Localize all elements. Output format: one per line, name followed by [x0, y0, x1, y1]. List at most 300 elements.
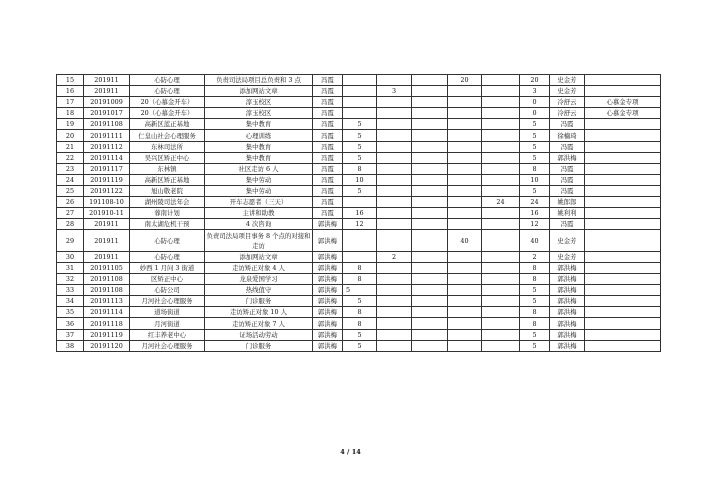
hours-col-7: [377, 141, 412, 152]
hours-col-7: [377, 329, 412, 340]
note-cell: [585, 119, 661, 130]
date-cell: 20191120: [84, 340, 130, 351]
note-cell: [585, 285, 661, 296]
hours-col-8: [412, 108, 448, 119]
content-cell: 负责司法局项目总负责和 3 点: [205, 75, 313, 86]
hours-col-9: 40: [448, 230, 482, 252]
hours-col-8: [412, 75, 448, 86]
total-cell: 10: [520, 174, 550, 185]
row-number: 36: [57, 318, 84, 329]
note-cell: [585, 219, 661, 230]
hours-col-6: [343, 97, 377, 108]
hours-col-7: [377, 263, 412, 274]
hours-col-8: [412, 119, 448, 130]
content-cell: 热线值守: [205, 285, 313, 296]
hours-col-9: 20: [448, 75, 482, 86]
unit-cell: 东林镇: [130, 163, 205, 174]
recorder-cell: 郭洪梅: [550, 318, 585, 329]
unit-cell: 妙西 1 月问 3 街道: [130, 263, 205, 274]
hours-col-8: [412, 86, 448, 97]
hours-col-10: 24: [482, 197, 520, 208]
row-number: 20: [57, 130, 84, 141]
hours-col-8: [412, 141, 448, 152]
hours-col-7: [377, 219, 412, 230]
unit-cell: 南太湖危机干预: [130, 219, 205, 230]
hours-col-9: [448, 86, 482, 97]
total-cell: 8: [520, 307, 550, 318]
hours-col-7: [377, 318, 412, 329]
hours-col-6: 8: [343, 163, 377, 174]
date-cell: 20191105: [84, 263, 130, 274]
hours-col-6: 5: [343, 340, 377, 351]
table-row: [57, 174, 661, 185]
content-text: 负责司法局项目事务 8 个点的对接和走访: [206, 231, 311, 250]
hours-col-6: 5: [343, 130, 377, 141]
hours-col-10: [482, 274, 520, 285]
recorder-cell: 冷舒云: [550, 108, 585, 119]
total-cell: 24: [520, 197, 550, 208]
unit-cell: 吴兴区矫正中心: [130, 152, 205, 163]
table-row: [57, 119, 661, 130]
row-number: 19: [57, 119, 84, 130]
total-cell: 5: [520, 152, 550, 163]
table-row: [57, 340, 661, 351]
hours-col-6: 5: [343, 285, 377, 296]
person-cell: 郭洪梅: [313, 307, 343, 318]
person-cell: 郭洪梅: [313, 263, 343, 274]
total-cell: 12: [520, 219, 550, 230]
unit-cell: 20（心慕金开车）: [130, 108, 205, 119]
total-cell: 5: [520, 340, 550, 351]
hours-col-10: [482, 296, 520, 307]
unit-cell: 心防心理: [130, 86, 205, 97]
row-number: 21: [57, 141, 84, 152]
hours-col-8: [412, 329, 448, 340]
hours-col-10: [482, 97, 520, 108]
total-cell: 8: [520, 318, 550, 329]
person-cell: 冯霞: [313, 119, 343, 130]
note-cell: [585, 340, 661, 351]
total-cell: 3: [520, 86, 550, 97]
note-cell: 心慕金专项: [585, 97, 661, 108]
row-number: 25: [57, 185, 84, 196]
total-cell: 5: [520, 130, 550, 141]
hours-col-10: [482, 86, 520, 97]
hours-col-7: 3: [377, 86, 412, 97]
hours-col-10: [482, 285, 520, 296]
hours-col-6: [343, 75, 377, 86]
person-cell: 冯霞: [313, 141, 343, 152]
unit-cell: 心防心理: [130, 251, 205, 262]
note-cell: [585, 263, 661, 274]
unit-cell: 月河社会心理服务: [130, 340, 205, 351]
hours-col-7: [377, 119, 412, 130]
unit-cell: 心防心理: [130, 75, 205, 86]
hours-col-7: [377, 152, 412, 163]
note-cell: [585, 75, 661, 86]
table-row: [57, 251, 661, 262]
hours-col-9: [448, 329, 482, 340]
hours-col-6: 8: [343, 274, 377, 285]
content-cell: 主讲和助教: [205, 208, 313, 219]
row-number: 24: [57, 174, 84, 185]
table-row: [57, 318, 661, 329]
row-number: 17: [57, 97, 84, 108]
date-cell: 20191119: [84, 329, 130, 340]
table-row: [57, 219, 661, 230]
person-cell: 郭洪梅: [313, 340, 343, 351]
date-cell: 201911: [84, 219, 130, 230]
person-cell: 冯霞: [313, 163, 343, 174]
hours-col-8: [412, 340, 448, 351]
content-cell: 龙泉爱国学习: [205, 274, 313, 285]
date-cell: 20191114: [84, 307, 130, 318]
date-cell: 201911: [84, 230, 130, 252]
unit-cell: 旭山敬老院: [130, 185, 205, 196]
recorder-cell: 史金芳: [550, 230, 585, 252]
date-cell: 20191108: [84, 285, 130, 296]
recorder-cell: 郭洪梅: [550, 296, 585, 307]
note-cell: [585, 174, 661, 185]
row-number: 23: [57, 163, 84, 174]
table-row: [57, 230, 661, 252]
note-cell: [585, 197, 661, 208]
recorder-cell: 冯霞: [550, 174, 585, 185]
hours-col-7: [377, 296, 412, 307]
hours-col-6: [343, 108, 377, 119]
table-row: [57, 274, 661, 285]
note-cell: 心慕金专项: [585, 108, 661, 119]
hours-col-9: [448, 108, 482, 119]
hours-col-7: [377, 75, 412, 86]
content-cell: 走访矫正对象 7 人: [205, 318, 313, 329]
person-cell: 郭洪梅: [313, 296, 343, 307]
hours-col-6: 8: [343, 318, 377, 329]
content-cell: 社区走访 6 人: [205, 163, 313, 174]
hours-col-10: [482, 263, 520, 274]
date-cell: 201911: [84, 86, 130, 97]
date-cell: 201911: [84, 251, 130, 262]
recorder-cell: 史金芳: [550, 75, 585, 86]
hours-col-9: [448, 119, 482, 130]
note-cell: [585, 163, 661, 174]
person-cell: 郭洪梅: [313, 251, 343, 262]
table-row: [57, 197, 661, 208]
recorder-cell: 冯霞: [550, 185, 585, 196]
person-cell: 冯霞: [313, 185, 343, 196]
date-cell: 201911: [84, 75, 130, 86]
hours-col-7: [377, 208, 412, 219]
unit-cell: 道场街道: [130, 307, 205, 318]
hours-col-7: [377, 230, 412, 252]
table-body: [57, 75, 661, 352]
table-row: [57, 329, 661, 340]
row-number: 32: [57, 274, 84, 285]
note-cell: [585, 86, 661, 97]
hours-col-8: [412, 296, 448, 307]
total-cell: 5: [520, 285, 550, 296]
note-cell: [585, 296, 661, 307]
hours-col-10: [482, 251, 520, 262]
hours-col-7: [377, 285, 412, 296]
hours-col-8: [412, 197, 448, 208]
date-cell: 20191017: [84, 108, 130, 119]
hours-col-10: [482, 219, 520, 230]
note-cell: [585, 141, 661, 152]
unit-cell: 湖州陵司法年会: [130, 197, 205, 208]
total-cell: 16: [520, 208, 550, 219]
date-cell: 20191113: [84, 296, 130, 307]
note-cell: [585, 307, 661, 318]
hours-col-6: [343, 86, 377, 97]
hours-col-10: [482, 174, 520, 185]
hours-col-8: [412, 263, 448, 274]
person-cell: 郭洪梅: [313, 285, 343, 296]
recorder-cell: 史金芳: [550, 251, 585, 262]
table-row: [57, 75, 661, 86]
note-cell: [585, 318, 661, 329]
person-cell: 冯霞: [313, 108, 343, 119]
hours-col-8: [412, 318, 448, 329]
recorder-cell: 冷舒云: [550, 97, 585, 108]
hours-col-10: [482, 329, 520, 340]
person-cell: 冯霞: [313, 130, 343, 141]
hours-col-10: [482, 340, 520, 351]
date-cell: 20191009: [84, 97, 130, 108]
recorder-cell: 史金芳: [550, 86, 585, 97]
recorder-cell: 冯霞: [550, 163, 585, 174]
hours-col-7: [377, 108, 412, 119]
hours-col-8: [412, 285, 448, 296]
recorder-cell: 姚郎郎: [550, 197, 585, 208]
recorder-cell: 冯霞: [550, 119, 585, 130]
table-row: [57, 152, 661, 163]
hours-col-10: [482, 119, 520, 130]
note-cell: [585, 251, 661, 262]
recorder-cell: 郭洪梅: [550, 152, 585, 163]
hours-col-7: 2: [377, 251, 412, 262]
content-cell: 走访矫正对象 4 人: [205, 263, 313, 274]
note-cell: [585, 274, 661, 285]
hours-col-8: [412, 274, 448, 285]
hours-col-7: [377, 97, 412, 108]
row-number: 34: [57, 296, 84, 307]
hours-col-10: [482, 141, 520, 152]
hours-col-9: [448, 174, 482, 185]
table-row: [57, 163, 661, 174]
date-cell: 20191118: [84, 318, 130, 329]
unit-cell: 月河社会心理服务: [130, 296, 205, 307]
row-number: 31: [57, 263, 84, 274]
hours-col-8: [412, 130, 448, 141]
person-cell: 冯霞: [313, 86, 343, 97]
total-cell: 8: [520, 163, 550, 174]
total-cell: 5: [520, 296, 550, 307]
hours-col-6: 5: [343, 141, 377, 152]
content-cell: 门诊服务: [205, 296, 313, 307]
hours-col-8: [412, 174, 448, 185]
recorder-cell: 郭洪梅: [550, 329, 585, 340]
row-number: 38: [57, 340, 84, 351]
content-cell: 集中教育: [205, 152, 313, 163]
hours-col-9: [448, 307, 482, 318]
person-cell: 冯霞: [313, 197, 343, 208]
hours-col-9: [448, 152, 482, 163]
table-row: [57, 208, 661, 219]
row-number: 30: [57, 251, 84, 262]
table-row: [57, 185, 661, 196]
content-cell: 集中劳动: [205, 185, 313, 196]
hours-col-7: [377, 197, 412, 208]
hours-col-10: [482, 108, 520, 119]
hours-col-10: [482, 185, 520, 196]
person-cell: 郭洪梅: [313, 274, 343, 285]
hours-col-8: [412, 251, 448, 262]
note-cell: [585, 329, 661, 340]
hours-col-6: [343, 251, 377, 262]
date-cell: 20191108: [84, 119, 130, 130]
unit-cell: 仁皇山社会心理服务: [130, 130, 205, 141]
hours-col-6: 8: [343, 307, 377, 318]
note-cell: [585, 208, 661, 219]
row-number: 18: [57, 108, 84, 119]
row-number: 29: [57, 230, 84, 252]
content-cell: 门诊服务: [205, 340, 313, 351]
table-row: [57, 307, 661, 318]
date-cell: 20191111: [84, 130, 130, 141]
content-cell: 集中劳动: [205, 174, 313, 185]
unit-cell: 区矫正中心: [130, 274, 205, 285]
table-row: [57, 285, 661, 296]
person-cell: 郭洪梅: [313, 230, 343, 252]
hours-col-8: [412, 208, 448, 219]
hours-col-7: [377, 174, 412, 185]
content-cell: 4 次咨询: [205, 219, 313, 230]
hours-col-10: [482, 318, 520, 329]
hours-col-6: 5: [343, 329, 377, 340]
person-cell: 冯霞: [313, 97, 343, 108]
total-cell: 5: [520, 185, 550, 196]
table-row: [57, 263, 661, 274]
hours-col-8: [412, 97, 448, 108]
hours-col-8: [412, 307, 448, 318]
hours-col-10: [482, 307, 520, 318]
unit-cell: 高新区矫正基地: [130, 174, 205, 185]
table-row: [57, 86, 661, 97]
content-cell: 心理训练: [205, 130, 313, 141]
total-cell: 0: [520, 108, 550, 119]
hours-col-6: 5: [343, 119, 377, 130]
hours-col-7: [377, 274, 412, 285]
unit-cell: 高新区蓝正基地: [130, 119, 205, 130]
total-cell: 5: [520, 119, 550, 130]
recorder-cell: 郭洪梅: [550, 307, 585, 318]
page-number: 4 / 14: [340, 448, 361, 456]
hours-col-9: [448, 185, 482, 196]
unit-cell: 20（心慕金开车）: [130, 97, 205, 108]
unit-cell: 月河街道: [130, 318, 205, 329]
date-cell: 20191119: [84, 174, 130, 185]
date-cell: 20191114: [84, 152, 130, 163]
hours-col-6: 5: [343, 185, 377, 196]
recorder-cell: 郭洪梅: [550, 263, 585, 274]
person-cell: 郭洪梅: [313, 318, 343, 329]
content-cell: 添加网站文章: [205, 251, 313, 262]
hours-col-10: [482, 208, 520, 219]
content-cell: 开车志愿者（三天）: [205, 197, 313, 208]
person-cell: 冯霞: [313, 75, 343, 86]
recorder-cell: 徐楠琦: [550, 130, 585, 141]
row-number: 26: [57, 197, 84, 208]
hours-col-10: [482, 130, 520, 141]
hours-col-9: [448, 130, 482, 141]
content-cell: 集中教育: [205, 141, 313, 152]
content-cell: 集中教育: [205, 119, 313, 130]
person-cell: 冯霞: [313, 152, 343, 163]
person-cell: 郭洪梅: [313, 219, 343, 230]
date-cell: 20191108: [84, 274, 130, 285]
hours-table: [56, 74, 661, 352]
unit-cell: 红丰养老中心: [130, 329, 205, 340]
unit-cell: 心防心理: [130, 230, 205, 252]
table-row: [57, 130, 661, 141]
total-cell: 20: [520, 75, 550, 86]
hours-col-7: [377, 130, 412, 141]
hours-col-9: [448, 219, 482, 230]
hours-col-7: [377, 163, 412, 174]
total-cell: 40: [520, 230, 550, 252]
unit-cell: 蓉南计划: [130, 208, 205, 219]
note-cell: [585, 185, 661, 196]
date-cell: 20191122: [84, 185, 130, 196]
row-number: 15: [57, 75, 84, 86]
hours-col-6: 12: [343, 219, 377, 230]
date-cell: 20191117: [84, 163, 130, 174]
hours-col-9: [448, 296, 482, 307]
row-number: 28: [57, 219, 84, 230]
recorder-cell: 冯霞: [550, 141, 585, 152]
hours-col-9: [448, 263, 482, 274]
table-row: [57, 97, 661, 108]
total-cell: 5: [520, 141, 550, 152]
recorder-cell: 郭洪梅: [550, 340, 585, 351]
unit-cell: 东林司法所: [130, 141, 205, 152]
hours-col-6: [343, 197, 377, 208]
row-number: 35: [57, 307, 84, 318]
hours-col-9: [448, 318, 482, 329]
hours-col-9: [448, 340, 482, 351]
hours-col-10: [482, 230, 520, 252]
content-cell: 添加网站文章: [205, 86, 313, 97]
row-number: 16: [57, 86, 84, 97]
hours-col-9: [448, 285, 482, 296]
hours-col-9: [448, 208, 482, 219]
date-cell: 20191112: [84, 141, 130, 152]
hours-col-6: 5: [343, 152, 377, 163]
hours-col-8: [412, 230, 448, 252]
hours-col-6: 5: [343, 296, 377, 307]
unit-cell: 心防公司: [130, 285, 205, 296]
row-number: 33: [57, 285, 84, 296]
hours-col-8: [412, 219, 448, 230]
hours-col-8: [412, 152, 448, 163]
hours-col-9: [448, 97, 482, 108]
table-row: [57, 141, 661, 152]
hours-col-7: [377, 340, 412, 351]
table-row: [57, 296, 661, 307]
hours-col-10: [482, 75, 520, 86]
hours-col-6: 8: [343, 263, 377, 274]
